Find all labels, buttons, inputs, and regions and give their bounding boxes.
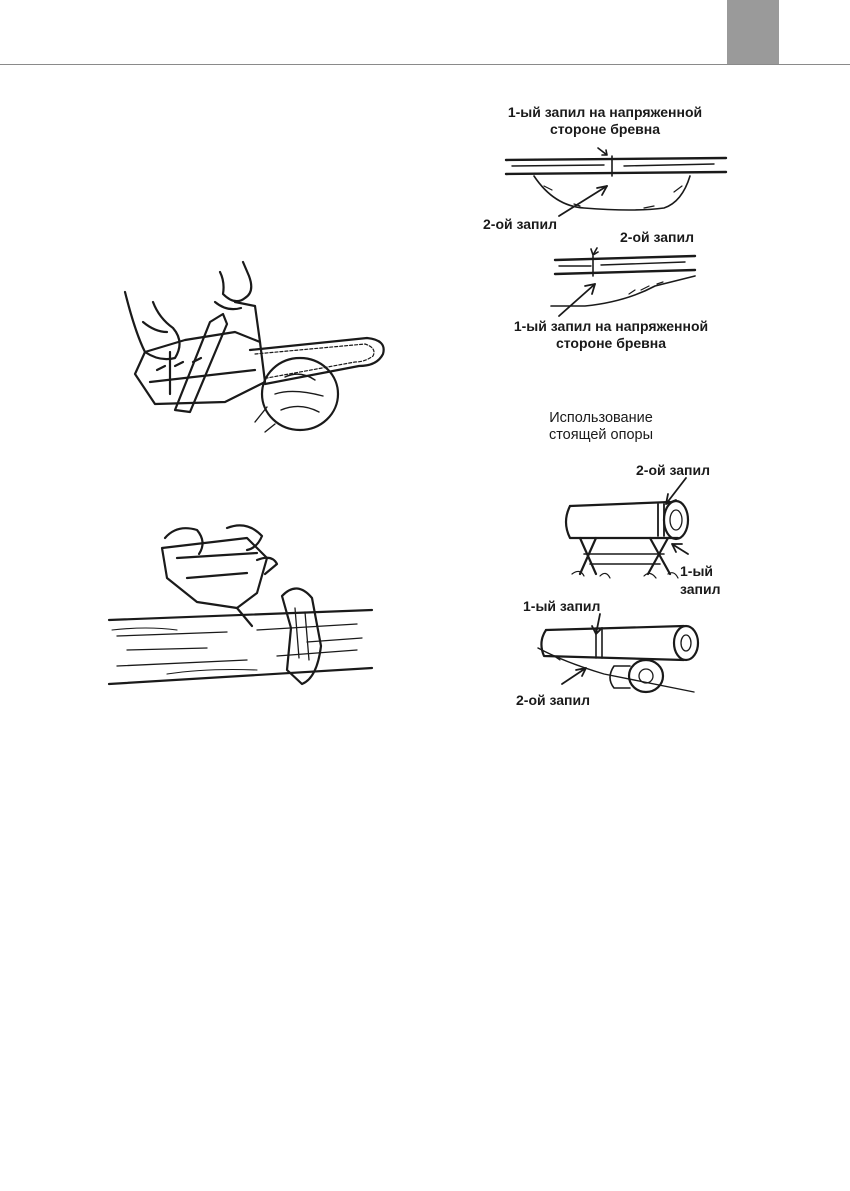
log-over-depression-illustration	[504, 146, 730, 224]
heading-sawhorse	[526, 410, 676, 444]
sawhorse-log-illustration	[560, 478, 700, 588]
label-second-cut-1: 2-ой запил	[483, 216, 558, 232]
label-log-second-cut: 2-ой запил	[516, 692, 591, 708]
header-rule	[0, 64, 850, 65]
caption-tension-side-2	[486, 318, 736, 352]
label-second-cut-2: 2-ой запил	[620, 229, 695, 245]
header-tab	[727, 0, 779, 64]
label-log-first-cut: 1-ый запил	[523, 598, 601, 614]
heading-line: Использование	[549, 410, 653, 426]
chainsaw-wedge-illustration	[107, 518, 377, 690]
label-sawhorse-second-cut: 2-ой запил	[636, 462, 711, 478]
heading-line: стоящей опоры	[548, 427, 654, 443]
arrow-second-cut-1	[555, 180, 615, 220]
caption-line: стороне бревна	[549, 121, 661, 137]
caption-line: стороне бревна	[555, 335, 667, 351]
caption-line: 1-ый запил на напряженной	[507, 104, 703, 120]
arrow-first-cut-2	[555, 280, 605, 320]
label-line: запил	[680, 581, 721, 597]
label-line: 1-ый	[680, 563, 714, 579]
label-sawhorse-first-cut	[680, 562, 721, 598]
caption-line: 1-ый запил на напряженной	[513, 318, 709, 334]
chainsaw-cross-cut-illustration	[115, 262, 395, 434]
caption-tension-side-1	[480, 104, 730, 138]
